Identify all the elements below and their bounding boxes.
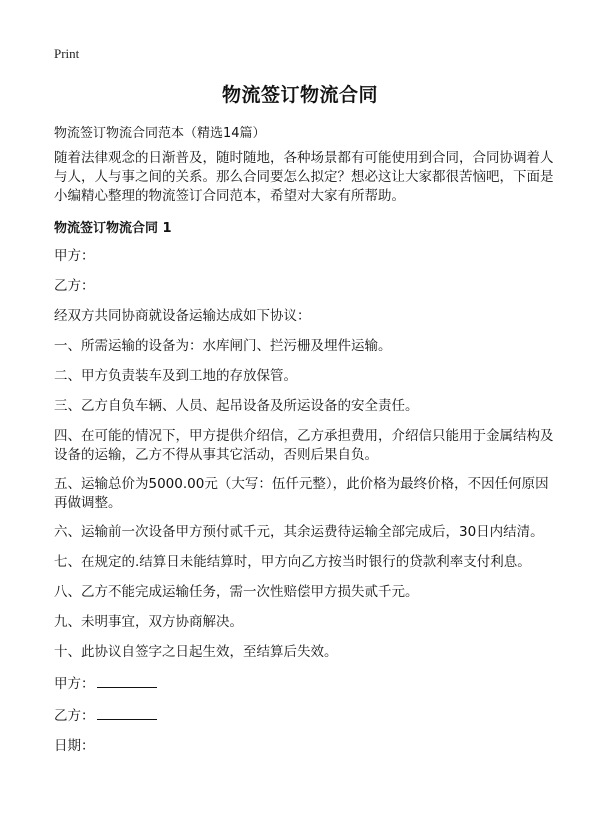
clause-9: 九、未明事宜，双方协商解决。 [54, 614, 243, 630]
clause-5: 五、运输总价为5000.00元（大写：伍仟元整），此价格为最终价格，不因任何原因再做调整。 [54, 476, 549, 511]
signature-date: 日期： [54, 738, 95, 754]
contract-body [54, 247, 554, 767]
section-heading: 物流签订物流合同 1 [54, 221, 172, 236]
clause-1: 一、所需运输的设备为：水库闸门、拦污栅及埋件运输。 [54, 338, 392, 354]
signature-party-b [54, 705, 554, 726]
signature-party-a-label: 甲方： [54, 676, 95, 692]
clause-2: 二、甲方负责装车及到工地的存放保管。 [54, 368, 297, 384]
document-subtitle: 物流签订物流合同范本（精选14篇） [54, 126, 266, 141]
clause-3: 三、乙方自负车辆、人员、起吊设备及所运设备的安全责任。 [54, 398, 419, 414]
party-b-line: 乙方： [54, 278, 95, 294]
clause-8: 八、乙方不能完成运输任务，需一次性赔偿甲方损失贰千元。 [54, 584, 419, 600]
clause-10: 十、此协议自签字之日起生效，至结算后失效。 [54, 644, 338, 660]
print-link[interactable]: Print [54, 46, 80, 61]
signature-party-b-blank [97, 705, 157, 720]
signature-party-a-blank [97, 673, 157, 688]
clause-7: 七、在规定的.结算日未能结算时，甲方向乙方按当时银行的贷款利率支付利息。 [54, 554, 531, 570]
clause-6: 六、运输前一次设备甲方预付贰千元，其余运费待运输全部完成后，30日内结清。 [54, 524, 544, 540]
signature-party-b-label: 乙方： [54, 708, 95, 724]
page-title: 物流签订物流合同 [221, 84, 378, 106]
signature-party-a [54, 673, 554, 694]
party-a-line: 甲方： [54, 248, 95, 264]
intro-paragraph: 随着法律观念的日渐普及，随时随地，各种场景都有可能使用到合同，合同协调着人与人，人与事之间的关系。那么合同要怎么拟定？想必这让大家都很苦恼吧，下面是小编精心整理的物流签订合同范本，希望对大家有所帮助。 [54, 150, 554, 204]
agreement-intro: 经双方共同协商就设备运输达成如下协议： [54, 308, 311, 324]
clause-4: 四、在可能的情况下，甲方提供介绍信，乙方承担费用，介绍信只能用于金属结构及设备的运输，乙方不得从事其它活动，否则后果自负。 [54, 428, 554, 463]
